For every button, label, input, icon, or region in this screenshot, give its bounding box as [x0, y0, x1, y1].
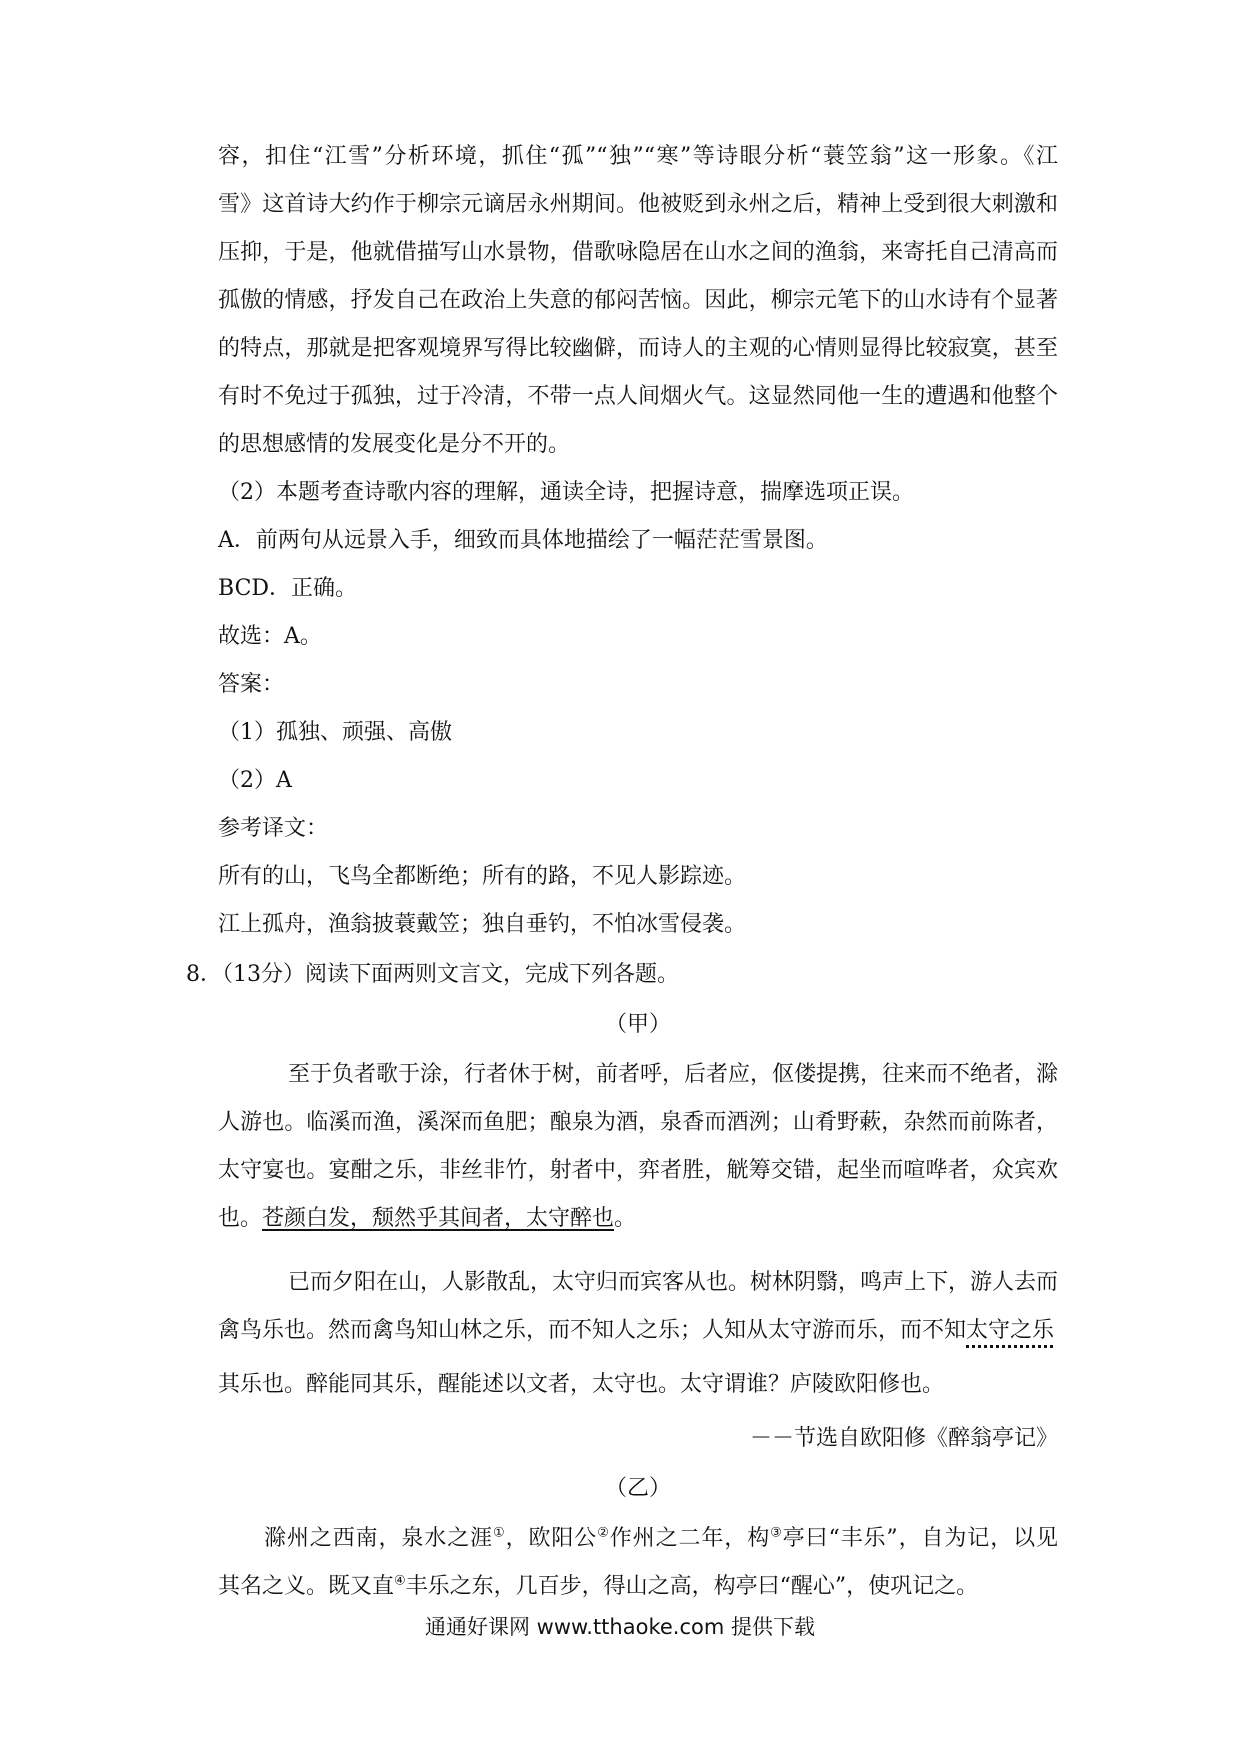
footnote-marker-4: ④: [394, 1573, 406, 1589]
choice-line: 故选：A。: [218, 624, 322, 649]
underlined-sentence: 苍颜白发，颓然乎其间者，太守醉也: [262, 1206, 615, 1231]
option-a: A．前两句从远景入手，细致而具体地描绘了一幅茫茫雪景图。: [218, 528, 828, 553]
yi-line-2-text-b: 丰乐之东，几百步，得山之高，构亭曰“醒心”，使巩记之。: [405, 1574, 979, 1599]
yi-line-1-text-c: 作州之二年，构: [609, 1526, 771, 1551]
option-bcd: BCD．正确。: [218, 576, 358, 601]
passage-jia-title: （甲）: [604, 1012, 671, 1037]
jia-p2-line-2: [218, 1316, 1058, 1346]
answer-1: （1）孤独、顽强、高傲: [218, 720, 452, 745]
analysis-line-1: 容，扣住“江雪”分析环境，抓住“孤”“独”“寒”等诗眼分析“蓑笠翁”这一形象。《江: [218, 144, 1058, 169]
jia-p1-line-4: [218, 1204, 1058, 1234]
jia-p1-line-4-post: 。: [614, 1206, 637, 1231]
footnote-marker-2: ②: [597, 1525, 610, 1541]
passage-yi-title: （乙）: [604, 1476, 671, 1501]
jia-p1-line-2: 人游也。临溪而渔，溪深而鱼肥；酿泉为酒，泉香而酒洌；山肴野蔌，杂然而前陈者，: [218, 1110, 1058, 1135]
yi-line-1-text-b: ，欧阳公: [505, 1526, 598, 1551]
jia-p2-line-3: 其乐也。醉能同其乐，醒能述以文者，太守也。太守谓谁？庐陵欧阳修也。: [218, 1372, 945, 1397]
translation-1: 所有的山，飞鸟全都断绝；所有的路，不见人影踪迹。: [218, 864, 747, 889]
jia-source: －－节选自欧阳修《醉翁亭记》: [749, 1426, 1058, 1451]
translation-label: 参考译文：: [218, 816, 329, 841]
analysis-line-4: 孤傲的情感，抒发自己在政治上失意的郁闷苦恼。因此，柳宗元笔下的山水诗有个显著: [218, 288, 1058, 313]
analysis-line-5: 的特点，那就是把客观境界写得比较幽僻，而诗人的主观的心情则显得比较寂寞，甚至: [218, 336, 1058, 361]
jia-p1-line-3: 太守宴也。宴酣之乐，非丝非竹，射者中，弈者胜，觥筹交错，起坐而喧哗者，众宾欢: [218, 1158, 1058, 1183]
page-footer: 通通好课网 www.tthaoke.com 提供下载: [425, 1615, 815, 1639]
translation-2: 江上孤舟，渔翁披蓑戴笠；独自垂钓，不怕冰雪侵袭。: [218, 912, 747, 937]
yi-line-2-text-a: 其名之义。既又直: [218, 1574, 395, 1599]
answer-label: 答案：: [218, 672, 285, 697]
yi-line-1: [264, 1524, 1058, 1554]
jia-p1-line-4-pre: 也。: [218, 1206, 263, 1231]
yi-line-1-text-a: 滁州之西南，泉水之涯: [264, 1526, 494, 1551]
analysis-line-2: 雪》这首诗大约作于柳宗元谪居永州期间。他被贬到永州之后，精神上受到很大刺激和: [218, 192, 1058, 217]
dotted-emphasis: 太守之乐: [966, 1318, 1055, 1343]
footnote-marker-1: ①: [493, 1525, 506, 1541]
footnote-marker-3: ③: [770, 1525, 783, 1541]
question-8-header: 8．（13分）阅读下面两则文言文，完成下列各题。: [186, 962, 679, 987]
jia-p1-line-1: 至于负者歌于涂，行者休于树，前者呼，后者应，伛偻提携，往来而不绝者，滁: [288, 1062, 1059, 1087]
jia-p2-line-2-pre: 禽鸟乐也。然而禽鸟知山林之乐，而不知人之乐；人知从太守游而乐，而不知: [218, 1318, 967, 1343]
yi-line-2: [218, 1572, 1058, 1602]
jia-p2-line-1: 已而夕阳在山，人影散乱，太守归而宾客从也。树林阴翳，鸣声上下，游人去而: [288, 1270, 1059, 1295]
analysis-line-7: 的思想感情的发展变化是分不开的。: [218, 432, 571, 457]
yi-line-1-text-d: 亭曰“丰乐”，自为记，以见: [782, 1526, 1058, 1551]
q2-intro: （2）本题考查诗歌内容的理解，通读全诗，把握诗意，揣摩选项正误。: [218, 480, 914, 505]
analysis-line-3: 压抑，于是，他就借描写山水景物，借歌咏隐居在山水之间的渔翁，来寄托自己清高而: [218, 240, 1058, 265]
analysis-line-6: 有时不免过于孤独，过于冷清，不带一点人间烟火气。这显然同他一生的遭遇和他整个: [218, 384, 1058, 409]
answer-2: （2）A: [218, 768, 292, 793]
